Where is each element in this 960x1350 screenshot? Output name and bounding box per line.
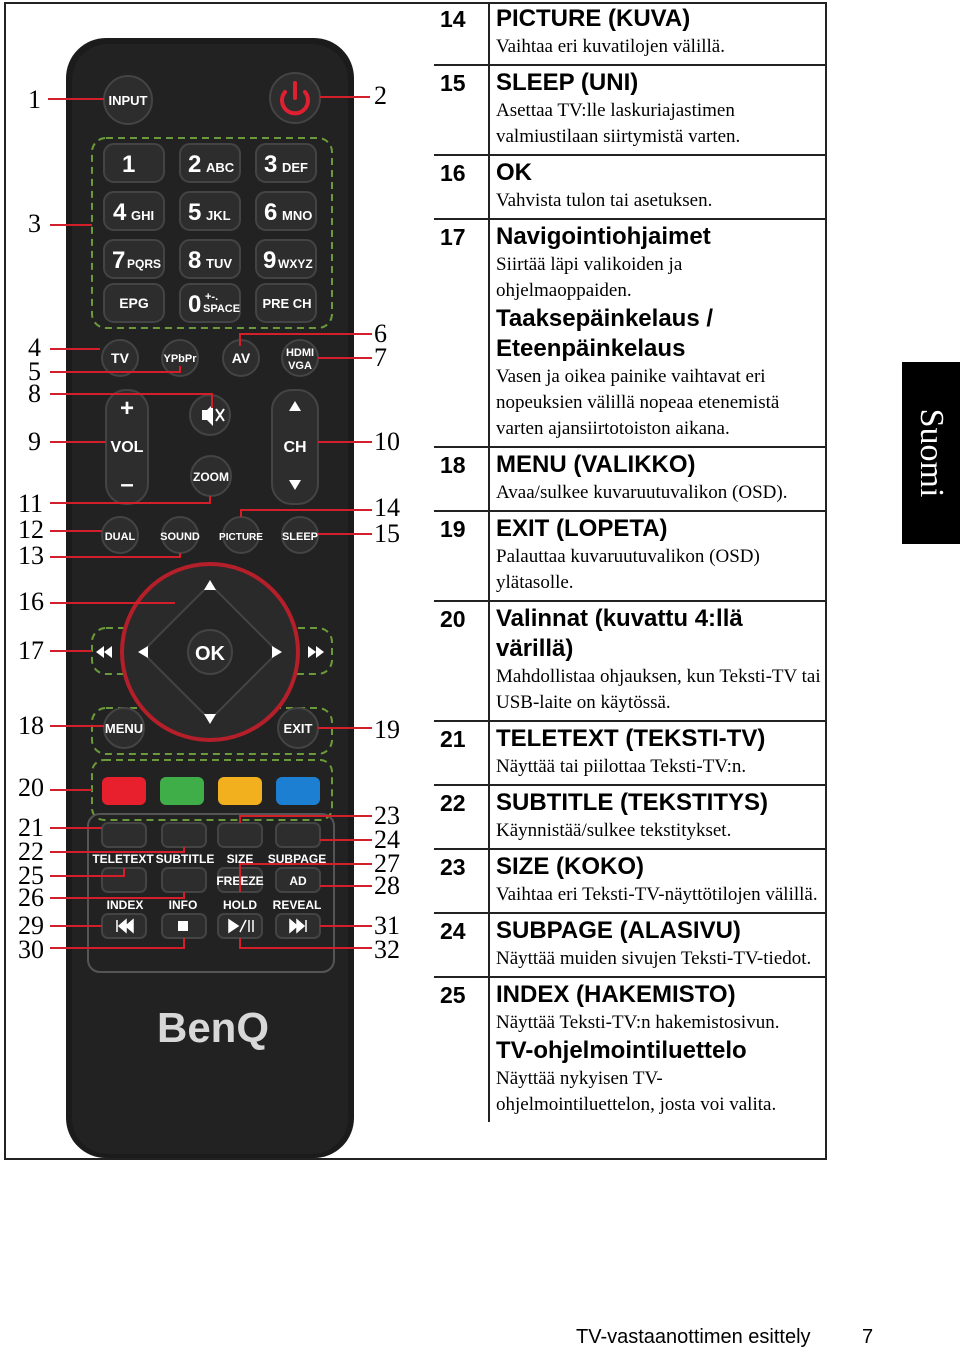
key-0-sub1: +-. <box>205 291 219 303</box>
key-6-sub: MNO <box>282 208 313 223</box>
row-body <box>490 914 827 976</box>
ch-label: CH <box>283 439 307 456</box>
table-row <box>434 978 827 1122</box>
row-number: 18 <box>434 448 490 510</box>
dual-label: DUAL <box>104 531 136 543</box>
info-button[interactable] <box>162 868 206 892</box>
row-description: Siirtää läpi valikoiden ja ohjelmaoppaiden. <box>496 254 683 301</box>
row-body <box>490 220 827 446</box>
row-title: SLEEP (UNI) <box>496 69 639 96</box>
callout-4: 4 <box>28 333 41 362</box>
ad-label: AD <box>289 874 307 888</box>
key-0-label: 0 <box>188 291 202 318</box>
row-number: 17 <box>434 220 490 446</box>
table-row <box>434 448 827 512</box>
hdmi-label: HDMI <box>285 347 315 359</box>
key-9-label: 9 <box>263 247 277 274</box>
row-number: 25 <box>434 978 490 1122</box>
key-8-sub: TUV <box>206 256 232 271</box>
key-6-label: 6 <box>264 199 278 226</box>
blue-key[interactable] <box>276 777 320 805</box>
index-label: INDEX <box>106 898 144 912</box>
vol-label: VOL <box>110 439 144 456</box>
callout-18: 18 <box>18 711 44 740</box>
key-0-sub2: SPACE <box>203 303 241 315</box>
callout-24: 24 <box>374 825 400 854</box>
row-body <box>490 448 827 510</box>
subpage-button[interactable] <box>276 823 320 847</box>
menu-label: MENU <box>104 721 144 736</box>
callout-31: 31 <box>374 911 400 940</box>
freeze-label: FREEZE <box>216 874 264 888</box>
row-title: Navigointiohjaimet <box>496 223 711 250</box>
callout-28: 28 <box>374 871 400 900</box>
callout-27: 27 <box>374 849 400 878</box>
row-title: SUBTITLE (TEKSTITYS) <box>496 789 768 816</box>
key-9-sub: WXYZ <box>278 257 313 271</box>
table-row <box>434 66 827 156</box>
key-4-label: 4 <box>113 199 127 226</box>
callout-10: 10 <box>374 427 400 456</box>
table-row <box>434 914 827 978</box>
row-description: Palauttaa kuvaruutuvalikon (OSD) ylätasolle. <box>496 546 760 593</box>
language-tab-label: Suomi <box>913 408 950 498</box>
sound-label: SOUND <box>160 531 200 543</box>
row-title: EXIT (LOPETA) <box>496 515 668 542</box>
key-8-label: 8 <box>188 247 202 274</box>
size-label: SIZE <box>226 852 254 866</box>
callout-20: 20 <box>18 773 44 802</box>
callout-5: 5 <box>28 357 41 386</box>
callout-13: 13 <box>18 541 44 570</box>
page-number: 7 <box>862 1326 874 1348</box>
callout-26: 26 <box>18 883 44 912</box>
row-number: 16 <box>434 156 490 218</box>
row-description: Näyttää Teksti-TV:n hakemistosivun. <box>496 1012 780 1033</box>
row-description: Vaihtaa eri Teksti-TV-näyttötilojen välillä. <box>496 884 818 905</box>
row-number: 19 <box>434 512 490 600</box>
stop-icon <box>178 921 188 931</box>
row-description: Mahdollistaa ohjauksen, kun Teksti-TV tai USB-laite on käytössä. <box>496 666 821 713</box>
row-description: Näyttää muiden sivujen Teksti-TV-tiedot. <box>496 948 812 969</box>
vol-minus-label: – <box>120 471 134 498</box>
row-body <box>490 786 827 848</box>
row-subdescription: Vasen ja oikea painike vaihtavat eri nopeuksien välillä nopeaa etenemistä varten ajansiirtotoiston aikana. <box>496 366 780 439</box>
remote-illustration <box>0 0 434 1160</box>
row-number: 21 <box>434 722 490 784</box>
row-title: Valinnat (kuvattu 4:llä värillä) <box>496 605 743 662</box>
row-body <box>490 978 827 1122</box>
row-description: Vahvista tulon tai asetuksen. <box>496 190 713 211</box>
row-number: 22 <box>434 786 490 848</box>
info-label: INFO <box>168 898 198 912</box>
key-2-sub: ABC <box>206 160 235 175</box>
row-subdescription: Näyttää nykyisen TV-ohjelmointiluettelon, josta voi valita. <box>496 1068 777 1115</box>
callout-29: 29 <box>18 911 44 940</box>
tv-label: TV <box>111 350 129 366</box>
callout-32: 32 <box>374 935 400 964</box>
teletext-label: TELETEXT <box>92 852 154 866</box>
callout-30: 30 <box>18 935 44 964</box>
row-subtitle: TV-ohjelmointiluettelo <box>496 1037 747 1064</box>
row-description: Asettaa TV:lle laskuriajastimen valmiustilaan siirtymistä varten. <box>496 100 741 147</box>
table-row <box>434 2 827 66</box>
row-number: 23 <box>434 850 490 912</box>
description-table <box>434 2 827 1122</box>
ypbpr-label: YPbPr <box>163 353 197 365</box>
row-body <box>490 602 827 720</box>
row-number: 24 <box>434 914 490 976</box>
row-description: Näyttää tai piilottaa Teksti-TV:n. <box>496 756 747 777</box>
row-description: Käynnistää/sulkee tekstitykset. <box>496 820 732 841</box>
brand-logo: BenQ <box>156 1004 270 1051</box>
callout-23: 23 <box>374 801 400 830</box>
table-row <box>434 786 827 850</box>
key-3-label: 3 <box>264 151 278 178</box>
key-2-label: 2 <box>188 151 202 178</box>
yellow-key[interactable] <box>218 777 262 805</box>
callout-3: 3 <box>28 209 41 238</box>
row-description: Vaihtaa eri kuvatilojen välillä. <box>496 36 725 57</box>
table-row <box>434 850 827 914</box>
row-title: TELETEXT (TEKSTI-TV) <box>496 725 766 752</box>
input-label: INPUT <box>108 93 148 108</box>
hold-label: HOLD <box>223 898 257 912</box>
callout-11: 11 <box>18 489 44 518</box>
row-title: MENU (VALIKKO) <box>496 451 696 478</box>
row-title: PICTURE (KUVA) <box>496 5 691 32</box>
sleep-label: SLEEP <box>281 531 319 543</box>
vga-label: VGA <box>288 360 312 372</box>
callout-9: 9 <box>28 427 41 456</box>
size-button[interactable] <box>218 823 262 847</box>
picture-label: PICTURE <box>219 532 263 543</box>
row-body <box>490 2 827 64</box>
callout-16: 16 <box>18 587 44 616</box>
row-description: Avaa/sulkee kuvaruutuvalikon (OSD). <box>496 482 788 503</box>
language-tab <box>902 362 960 544</box>
table-row <box>434 156 827 220</box>
key-1-label: 1 <box>122 151 136 178</box>
row-number: 20 <box>434 602 490 720</box>
row-body <box>490 722 827 784</box>
callout-1: 1 <box>28 85 41 114</box>
subtitle-label: SUBTITLE <box>155 852 215 866</box>
green-key[interactable] <box>160 777 204 805</box>
callout-22: 22 <box>18 837 44 866</box>
zoom-label: ZOOM <box>193 470 229 484</box>
red-key[interactable] <box>102 777 146 805</box>
exit-label: EXIT <box>283 721 313 736</box>
play-pause-button[interactable] <box>218 914 262 938</box>
key-7-label: 7 <box>112 247 126 274</box>
row-subtitle: Taaksepäinkelaus / Eteenpäinkelaus <box>496 305 714 362</box>
table-row <box>434 220 827 448</box>
callout-15: 15 <box>374 519 400 548</box>
callout-25: 25 <box>18 861 44 890</box>
key-4-sub: GHI <box>131 208 155 223</box>
key-3-sub: DEF <box>282 160 308 175</box>
row-title: OK <box>496 159 532 186</box>
vol-plus-label: + <box>119 395 135 422</box>
callout-7: 7 <box>374 343 387 372</box>
ok-label: OK <box>195 643 225 665</box>
table-row <box>434 722 827 786</box>
callout-14: 14 <box>374 493 400 522</box>
callout-12: 12 <box>18 515 44 544</box>
epg-label: EPG <box>119 295 149 311</box>
row-number: 15 <box>434 66 490 154</box>
table-row <box>434 602 827 722</box>
prech-label: PRE CH <box>262 296 312 311</box>
footer-section-title: TV-vastaanottimen esittely <box>576 1326 811 1348</box>
reveal-label: REVEAL <box>272 898 322 912</box>
av-label: AV <box>231 350 251 366</box>
callout-17: 17 <box>18 636 44 665</box>
row-title: SUBPAGE (ALASIVU) <box>496 917 741 944</box>
row-number: 14 <box>434 2 490 64</box>
table-row <box>434 512 827 602</box>
key-5-label: 5 <box>188 199 202 226</box>
callout-8: 8 <box>28 379 41 408</box>
key-7-sub: PQRS <box>127 257 162 271</box>
row-body <box>490 512 827 600</box>
row-body <box>490 850 827 912</box>
row-body <box>490 156 827 218</box>
key-5-sub: JKL <box>206 208 231 223</box>
callout-6: 6 <box>374 319 387 348</box>
subtitle-button[interactable] <box>162 823 206 847</box>
teletext-button[interactable] <box>102 823 146 847</box>
callout-2: 2 <box>374 81 387 110</box>
row-title: SIZE (KOKO) <box>496 853 644 880</box>
row-title: INDEX (HAKEMISTO) <box>496 981 736 1008</box>
callout-21: 21 <box>18 813 44 842</box>
row-body <box>490 66 827 154</box>
subpage-label: SUBPAGE <box>267 852 327 866</box>
callout-19: 19 <box>374 715 400 744</box>
